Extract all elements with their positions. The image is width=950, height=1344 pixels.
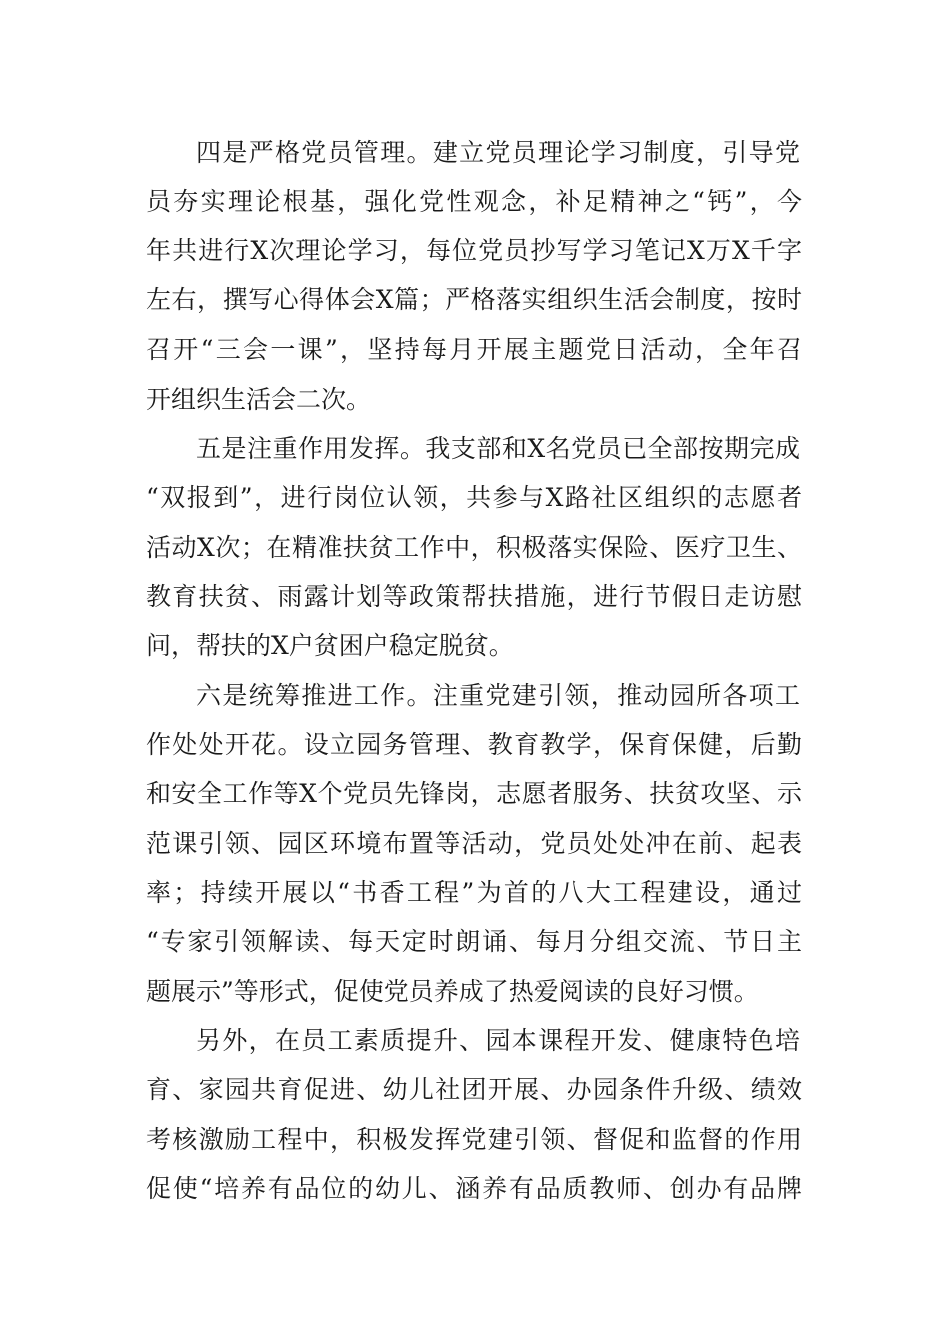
- text-line: 活动X次；在精准扶贫工作中，积极落实保险、医疗卫生、: [146, 533, 802, 562]
- text-line: 四是严格党员管理。建立党员理论学习制度，引导党: [196, 138, 800, 167]
- text-line: 作处处开花。设立园务管理、教育教学，保育保健，后勤: [146, 730, 802, 759]
- text-line: 考核激励工程中，积极发挥党建引领、督促和监督的作用: [146, 1125, 802, 1154]
- text-line: 另外，在员工素质提升、园本课程开发、健康特色培: [196, 1026, 800, 1055]
- text-line: 率；持续开展以“书香工程”为首的八大工程建设，通过: [146, 878, 802, 907]
- text-line: “专家引领解读、每天定时朗诵、每月分组交流、节日主: [146, 927, 802, 956]
- text-line: 育、家园共育促进、幼儿社团开展、办园条件升级、绩效: [146, 1075, 802, 1104]
- text-line: 员夯实理论根基，强化党性观念，补足精神之“钙”，今: [146, 187, 802, 216]
- text-line: 范课引领、园区环境布置等活动，党员处处冲在前、起表: [146, 829, 802, 858]
- text-line: 开组织生活会二次。: [146, 385, 372, 414]
- text-line: 六是统筹推进工作。注重党建引领，推动园所各项工: [196, 681, 800, 710]
- text-line: 左右，撰写心得体会X篇；严格落实组织生活会制度，按时: [146, 285, 802, 314]
- text-line: 题展示”等形式，促使党员养成了热爱阅读的良好习惯。: [146, 977, 759, 1006]
- text-line: 召开“三会一课”，坚持每月开展主题党日活动，全年召: [146, 335, 802, 364]
- text-line: 问，帮扶的X户贫困户稳定脱贫。: [146, 631, 514, 660]
- text-line: “双报到”，进行岗位认领，共参与X路社区组织的志愿者: [146, 483, 802, 512]
- text-line: 教育扶贫、雨露计划等政策帮扶措施，进行节假日走访慰: [146, 582, 802, 611]
- text-line: 和安全工作等X个党员先锋岗，志愿者服务、扶贫攻坚、示: [146, 779, 802, 808]
- text-line: 促使“培养有品位的幼儿、涵养有品质教师、创办有品牌: [146, 1174, 802, 1203]
- text-line: 五是注重作用发挥。我支部和X名党员已全部按期完成: [196, 434, 800, 463]
- text-line: 年共进行X次理论学习，每位党员抄写学习笔记X万X千字: [146, 236, 802, 265]
